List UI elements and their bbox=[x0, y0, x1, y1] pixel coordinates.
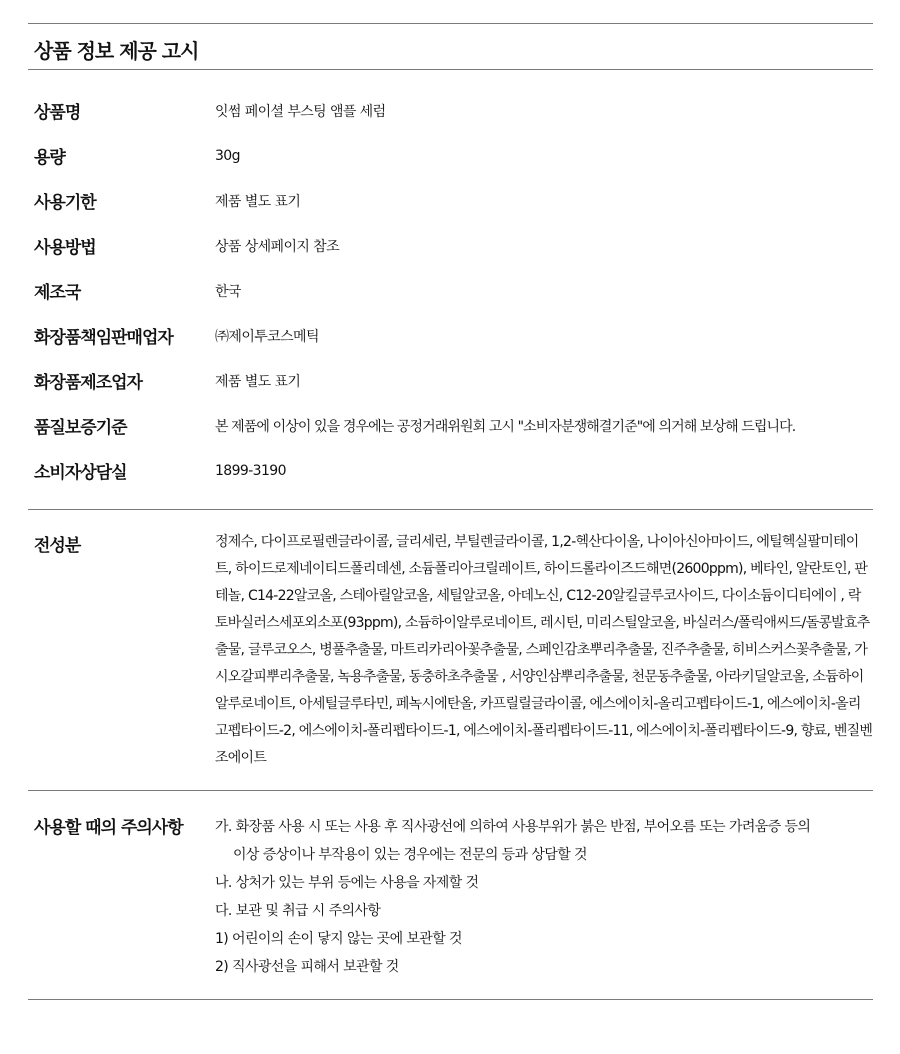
caution-item: 이상 증상이나 부작용이 있는 경우에는 전문의 등과 상담할 것 bbox=[233, 847, 587, 863]
cautions-section bbox=[28, 791, 873, 999]
caution-item: 가. 화장품 사용 시 또는 사용 후 직사광선에 의하여 사용부위가 붉은 반점, 부어오름 또는 가려움증 등의 bbox=[215, 819, 811, 835]
info-label: 제조국 bbox=[34, 283, 81, 303]
product-notice-sheet bbox=[28, 23, 873, 1000]
info-value: 30g bbox=[215, 147, 240, 164]
info-label: 용량 bbox=[34, 148, 65, 168]
caution-item: 다. 보관 및 취급 시 주의사항 bbox=[215, 903, 381, 919]
ingredients-section bbox=[28, 510, 873, 790]
info-label: 사용기한 bbox=[34, 193, 96, 213]
ingredients-text: 정제수, 다이프로필렌글라이콜, 글리세린, 부틸렌글라이콜, 1,2-헥산다이올, 나이아신아마이드, 에틸헥실팔미테이트, 하이드로제네이티드폴리데센, 소듐폴리아크릴레이트, 하이드롤라이즈드해면(2600ppm), 베타인, 알란토인, 판테놀, C14-22알코올, 스테아릴알코올, 세틸알코올, 아데노신, C12-20알킬글루코사이드, 다이소듐이디티에이 , 락토바실러스세포외소포(93ppm), 소듐하이알루로네이트, 레시틴, 미리스틸알코올, 바실러스/폴릭애씨드/돌콩발효추출물, 글루코오스, 병풀추출물, 마트리카리아꽃추출물, 스페인감초뿌리추출물, 진주추출물, 히비스커스꽃추출물, 가시오갈피뿌리추출물, 녹용추출물, 동충하초추출물 , 서양인삼뿌리추출물, 천문동추출물, 아라키딜알코올, 소듐하이알루로네이트, 아세틸글루타민, 페녹시에탄올, 카프릴릴글라이콜, 에스에이치-올리고펩타이드-1, 에스에이치-올리고펩타이드-2, 에스에이치-폴리펩타이드-1, 에스에이치-폴리펩타이드-11, 에스에이치-폴리펩타이드-9, 향료, 벤질벤조에이트 bbox=[215, 534, 873, 766]
product-info-table bbox=[28, 70, 873, 509]
info-label: 화장품책임판매업자 bbox=[34, 328, 173, 348]
bottom-divider bbox=[28, 999, 873, 1000]
info-row-product-name bbox=[28, 88, 873, 133]
caution-item: 나. 상처가 있는 부위 등에는 사용을 자제할 것 bbox=[215, 875, 479, 891]
info-row-distributor bbox=[28, 313, 873, 358]
caution-list bbox=[215, 813, 873, 981]
caution-item: 1) 어린이의 손이 닿지 않는 곳에 보관할 것 bbox=[215, 931, 462, 947]
info-row-country bbox=[28, 268, 873, 313]
info-row-usage bbox=[28, 223, 873, 268]
info-value: 한국 bbox=[215, 283, 241, 300]
info-value: 본 제품에 이상이 있을 경우에는 공정거래위원회 고시 "소비자분쟁해결기준"에 의거해 보상해 드립니다. bbox=[215, 418, 796, 435]
info-value: 잇썸 페이셜 부스팅 앰플 세럼 bbox=[215, 103, 386, 120]
info-value: ㈜제이투코스메틱 bbox=[215, 328, 319, 345]
ingredients-label: 전성분 bbox=[34, 536, 81, 556]
info-label: 화장품제조업자 bbox=[34, 373, 142, 393]
cautions-label: 사용할 때의 주의사항 bbox=[34, 818, 183, 838]
info-label: 소비자상담실 bbox=[34, 463, 127, 483]
info-value: 제품 별도 표기 bbox=[215, 373, 301, 390]
info-label: 사용방법 bbox=[34, 238, 96, 258]
info-row-expiry bbox=[28, 178, 873, 223]
info-row-manufacturer bbox=[28, 358, 873, 403]
info-row-customer-center bbox=[28, 448, 873, 493]
info-value: 상품 상세페이지 참조 bbox=[215, 238, 340, 255]
caution-item: 2) 직사광선을 피해서 보관할 것 bbox=[215, 959, 399, 975]
info-label: 품질보증기준 bbox=[34, 418, 127, 438]
info-value: 1899-3190 bbox=[215, 462, 286, 479]
info-row-quality-guarantee bbox=[28, 403, 873, 448]
info-value: 제품 별도 표기 bbox=[215, 193, 301, 210]
page-title: 상품 정보 제공 고시 bbox=[34, 39, 199, 63]
info-row-capacity bbox=[28, 133, 873, 178]
info-label: 상품명 bbox=[34, 103, 81, 123]
